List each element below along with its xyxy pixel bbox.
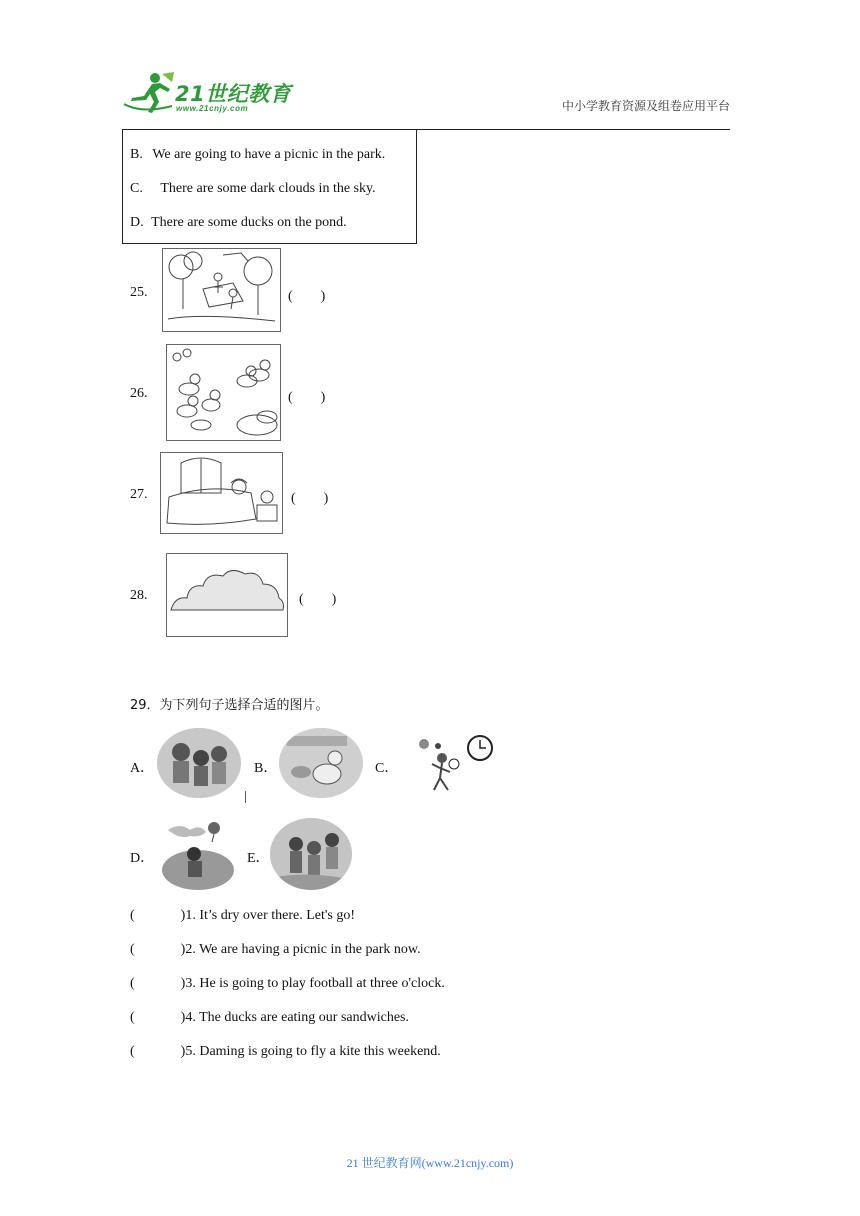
answer-blank[interactable]: ( ) [291, 491, 329, 506]
ducks-eating-picture [279, 728, 363, 798]
flying-kite-picture [160, 818, 236, 890]
stray-mark: │ [242, 792, 250, 803]
option-letter: D. [130, 215, 144, 230]
answer-blank[interactable]: ( [130, 908, 135, 923]
ducks-on-pond-picture [166, 344, 281, 441]
sentence-row [130, 1010, 409, 1026]
question-number: 25. [130, 285, 148, 300]
question-number: 27. [130, 487, 148, 502]
answer-blank[interactable]: ( [130, 942, 135, 957]
picture-letter: E． [247, 851, 270, 866]
question-29-title: 29．为下列句子选择合适的图片。 [130, 698, 329, 713]
children-sitting-picture [157, 728, 241, 798]
children-running-picture [270, 818, 352, 890]
sentence-text: )1. It’s dry over there. Let's go! [180, 908, 356, 923]
child-in-bed-picture [160, 452, 283, 534]
dark-clouds-picture [166, 553, 288, 637]
option-letter: B. [130, 147, 143, 162]
sentence-text: )5. Daming is going to fly a kite this weekend. [180, 1044, 441, 1059]
sentence-text: )2. We are having a picnic in the park now. [180, 942, 421, 957]
option-text: We are going to have a picnic in the park. [152, 147, 386, 162]
runner-icon [122, 70, 178, 114]
sentence-row [130, 976, 445, 992]
picture-letter: B． [254, 761, 278, 776]
sentence-text: )3. He is going to play football at three o'clock. [180, 976, 445, 991]
option-text: There are some ducks on the pond. [151, 215, 347, 230]
question-number: 26. [130, 386, 148, 401]
sentence-row [130, 908, 355, 924]
sentence-row [130, 1044, 441, 1060]
logo-url: www.21cnjy.com [176, 104, 249, 113]
sentence-row [130, 942, 421, 958]
option-letter: C. [130, 181, 143, 196]
answer-blank[interactable]: ( ) [288, 390, 326, 405]
question-number: 28. [130, 588, 148, 603]
option-d [130, 215, 347, 231]
option-c [130, 181, 376, 197]
picture-letter: D． [130, 851, 155, 866]
answer-blank[interactable]: ( [130, 976, 135, 991]
football-clock-picture [412, 734, 496, 800]
answer-blank[interactable]: ( [130, 1044, 135, 1059]
picture-letter: A． [130, 761, 155, 776]
platform-slogan: 中小学教育资源及组卷应用平台 [561, 99, 730, 113]
answer-blank[interactable]: ( ) [288, 289, 326, 304]
sentence-text: )4. The ducks are eating our sandwiches. [180, 1010, 410, 1025]
footer-link[interactable]: 21 世纪教育网(www.21cnjy.com) [346, 1156, 514, 1170]
answer-blank[interactable]: ( ) [299, 592, 337, 607]
answer-blank[interactable]: ( [130, 1010, 135, 1025]
option-text: There are some dark clouds in the sky. [160, 181, 376, 196]
option-b [130, 147, 385, 163]
picture-letter: C． [375, 761, 399, 776]
picnic-in-park-picture [162, 248, 281, 332]
logo-text: 21世纪教育 [175, 82, 292, 106]
